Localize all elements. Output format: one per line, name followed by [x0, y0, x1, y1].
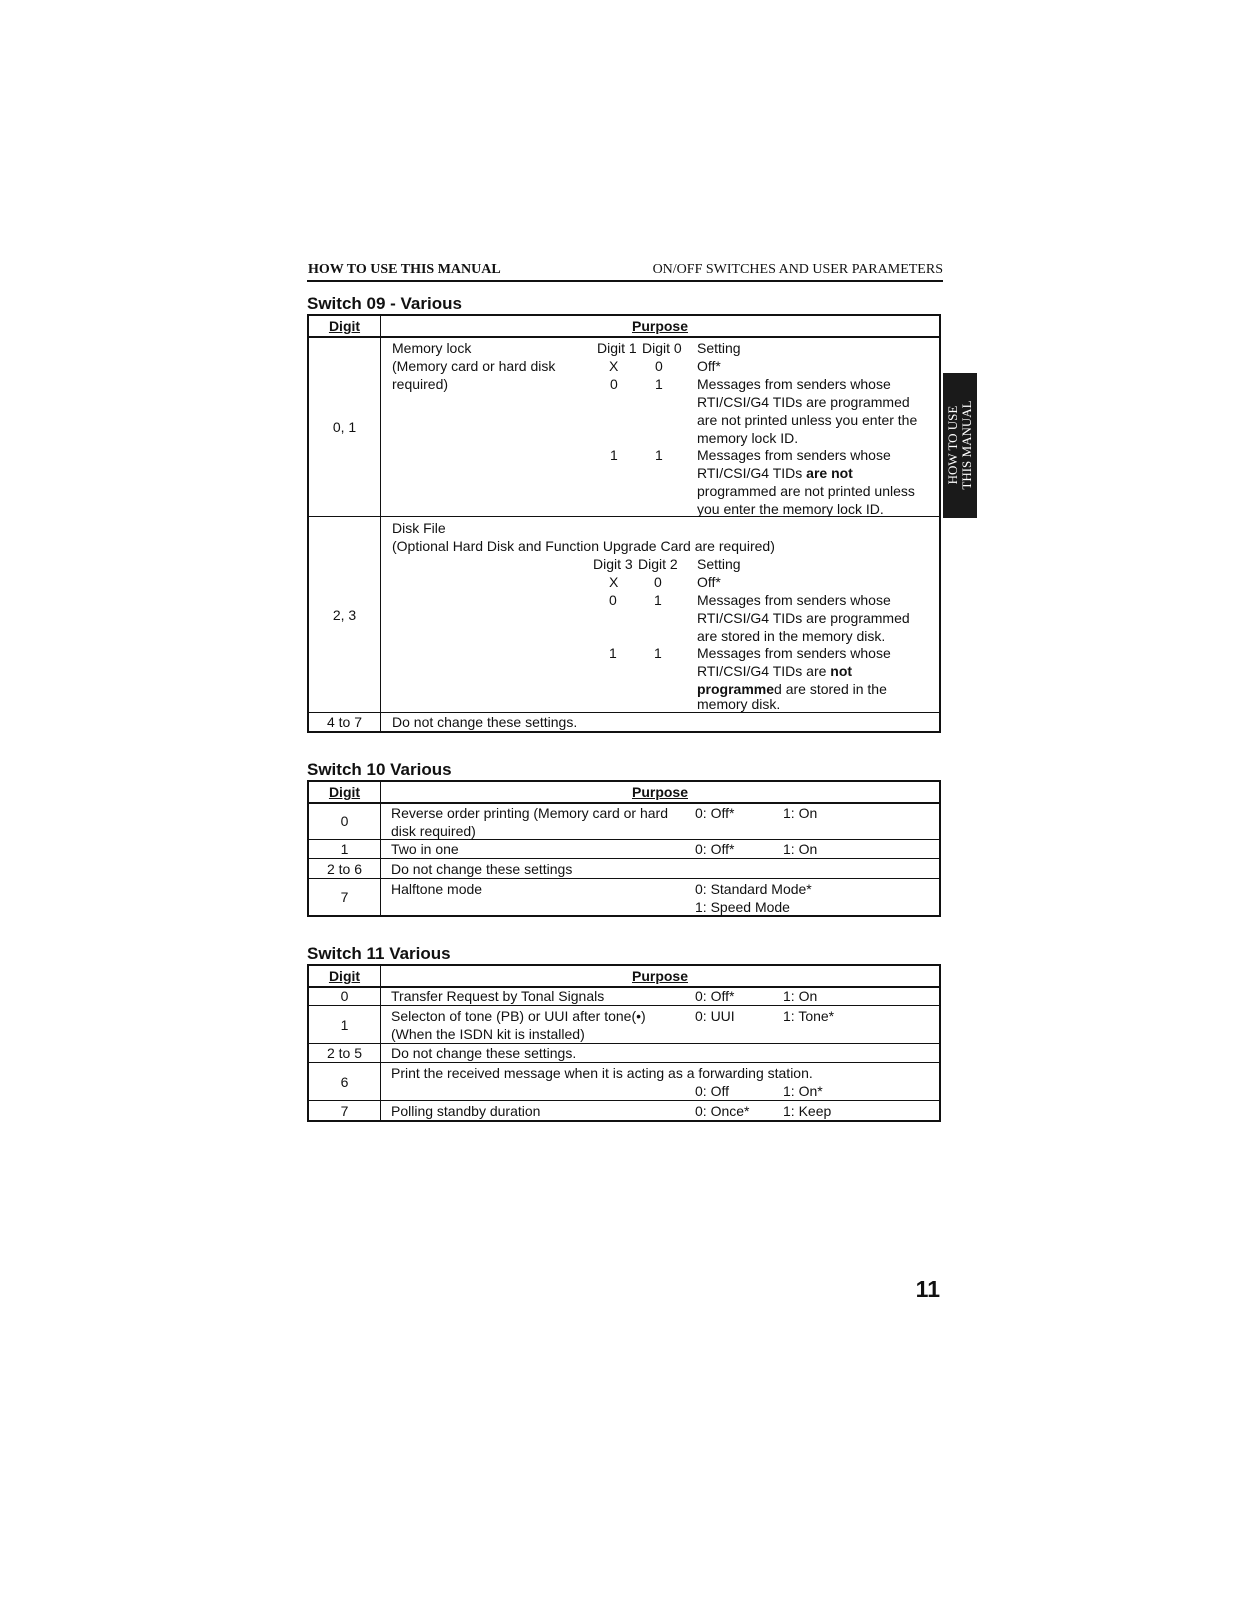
setting-text: Messages from senders whose [697, 592, 891, 608]
purpose-header: Purpose [631, 318, 688, 334]
purpose-name-line: Memory lock [392, 340, 472, 356]
purpose-name-line: Disk File [392, 520, 446, 536]
table-header-row [309, 782, 939, 804]
col-label: Digit 0 [642, 340, 682, 356]
digit-value: 1 [655, 447, 663, 463]
table-header-row [309, 966, 939, 988]
digit-header: Digit [328, 784, 361, 800]
table-row [309, 987, 939, 1006]
table-header-row [309, 316, 939, 338]
digit-value: 0 [654, 574, 662, 590]
setting-text: Messages from senders whose [697, 645, 891, 661]
setting-text: are stored in the memory disk. [697, 628, 886, 644]
value-0: 0: Off* [695, 841, 735, 857]
setting-text: RTI/CSI/G4 TIDs are not [697, 663, 853, 679]
table-row [309, 1063, 939, 1101]
purpose-name-line: (Memory card or hard disk [392, 358, 556, 374]
value-0: 0: Off* [695, 805, 735, 821]
switch09-title: Switch 09 - Various [307, 294, 462, 313]
col-label: Digit 2 [638, 556, 678, 572]
side-tab-line2: THIS MANUAL [959, 400, 974, 490]
value-0: 0: Off* [695, 988, 735, 1004]
purpose-header: Purpose [631, 784, 688, 800]
table-row [309, 859, 939, 879]
digit-value: X [609, 358, 619, 374]
value-0: 0: UUI [695, 1008, 735, 1024]
digit-cell: 2, 3 [332, 606, 357, 623]
switch10-title: Switch 10 Various [307, 760, 452, 779]
value-1: 1: On [783, 805, 818, 821]
table-row [309, 713, 939, 731]
purpose-text: Polling standby duration [391, 1103, 541, 1119]
setting-text: Off* [697, 574, 721, 590]
digit-value: 1 [654, 592, 662, 608]
purpose-text: (When the ISDN kit is installed) [391, 1026, 585, 1042]
purpose-text: Do not change these settings [391, 861, 573, 877]
page-number: 11 [915, 1276, 940, 1302]
side-tab-line1: HOW TO USE [945, 405, 960, 485]
setting-text: memory lock ID. [697, 430, 799, 446]
table-row [309, 1044, 939, 1063]
digit-value: 0 [609, 592, 617, 608]
col-label: Setting [697, 340, 741, 356]
value-0: 0: Standard Mode* [695, 881, 812, 897]
switch09-table [307, 314, 941, 733]
table-row [309, 1101, 939, 1120]
setting-text: RTI/CSI/G4 TIDs are programmed [697, 394, 910, 410]
setting-text: Messages from senders whose [697, 376, 891, 392]
digit-cell: 1 [340, 1016, 349, 1033]
purpose-text: Transfer Request by Tonal Signals [391, 988, 605, 1004]
digit-value: 1 [654, 645, 662, 661]
value-1: 1: Tone* [783, 1008, 835, 1024]
value-1: 1: On [783, 841, 818, 857]
switch11-title: Switch 11 Various [307, 944, 451, 963]
digit-value: X [609, 574, 619, 590]
setting-text: memory disk. [697, 696, 781, 712]
header-section-title: HOW TO USE THIS MANUAL [308, 262, 501, 277]
table-row [309, 1006, 939, 1044]
chapter-side-tab [943, 373, 977, 518]
table-row [309, 337, 939, 517]
digit-value: 0 [655, 358, 663, 374]
purpose-text: Print the received message when it is acting as a forwarding station. [391, 1065, 813, 1081]
value-1: 1: Keep [783, 1103, 832, 1119]
purpose-name-line: (Optional Hard Disk and Function Upgrade Card are required) [392, 538, 775, 554]
setting-text: RTI/CSI/G4 TIDs are not [697, 465, 853, 481]
purpose-header: Purpose [631, 968, 688, 984]
digit-cell: 1 [340, 841, 349, 857]
switch10-table [307, 780, 941, 917]
value-1: 1: Speed Mode [695, 899, 790, 915]
digit-cell: 7 [340, 1102, 349, 1119]
purpose-name-line: required) [392, 376, 449, 392]
value-1: 1: On* [783, 1083, 823, 1099]
setting-text: programmed are stored in the [697, 681, 887, 697]
digit-value: 1 [609, 645, 617, 661]
purpose-text: disk required) [391, 823, 476, 839]
digit-value: 0 [610, 376, 618, 392]
digit-value: 1 [610, 447, 618, 463]
setting-text: are not printed unless you enter the [697, 412, 918, 428]
purpose-text: Two in one [391, 841, 459, 857]
switch11-table [307, 964, 941, 1122]
setting-text: Off* [697, 358, 721, 374]
table-row [309, 517, 939, 713]
purpose-text: Do not change these settings. [391, 1045, 577, 1061]
digit-cell: 4 to 7 [326, 714, 363, 730]
value-0: 0: Once* [695, 1103, 750, 1119]
digit-cell: 2 to 5 [326, 1045, 363, 1061]
table-row [309, 879, 939, 915]
header-chapter-title: ON/OFF SWITCHES AND USER PARAMETERS [652, 262, 943, 277]
digit-cell: 0 [340, 813, 349, 829]
setting-text: Messages from senders whose [697, 447, 891, 463]
digit-value: 1 [655, 376, 663, 392]
setting-text: RTI/CSI/G4 TIDs are programmed [697, 610, 910, 626]
digit-header: Digit [328, 318, 361, 334]
digit-cell: 0, 1 [332, 418, 357, 435]
digit-header: Digit [328, 968, 361, 984]
table-row [309, 803, 939, 840]
digit-cell: 7 [340, 889, 349, 905]
value-1: 1: On [783, 988, 818, 1004]
value-0: 0: Off [695, 1083, 729, 1099]
col-label: Digit 3 [593, 556, 633, 572]
setting-text: programmed are not printed unless [697, 483, 915, 499]
setting-text: you enter the memory lock ID. [697, 501, 884, 517]
table-row [309, 840, 939, 859]
digit-cell: 0 [340, 988, 349, 1004]
purpose-text: Reverse order printing (Memory card or hard [391, 805, 668, 821]
col-label: Digit 1 [597, 340, 637, 356]
running-header [307, 262, 943, 282]
col-label: Setting [697, 556, 741, 572]
purpose-text: Do not change these settings. [392, 714, 578, 730]
digit-cell: 2 to 6 [326, 860, 363, 877]
purpose-text: Selecton of tone (PB) or UUI after tone(•) [391, 1008, 646, 1024]
digit-cell: 6 [340, 1073, 349, 1090]
purpose-text: Halftone mode [391, 881, 483, 897]
